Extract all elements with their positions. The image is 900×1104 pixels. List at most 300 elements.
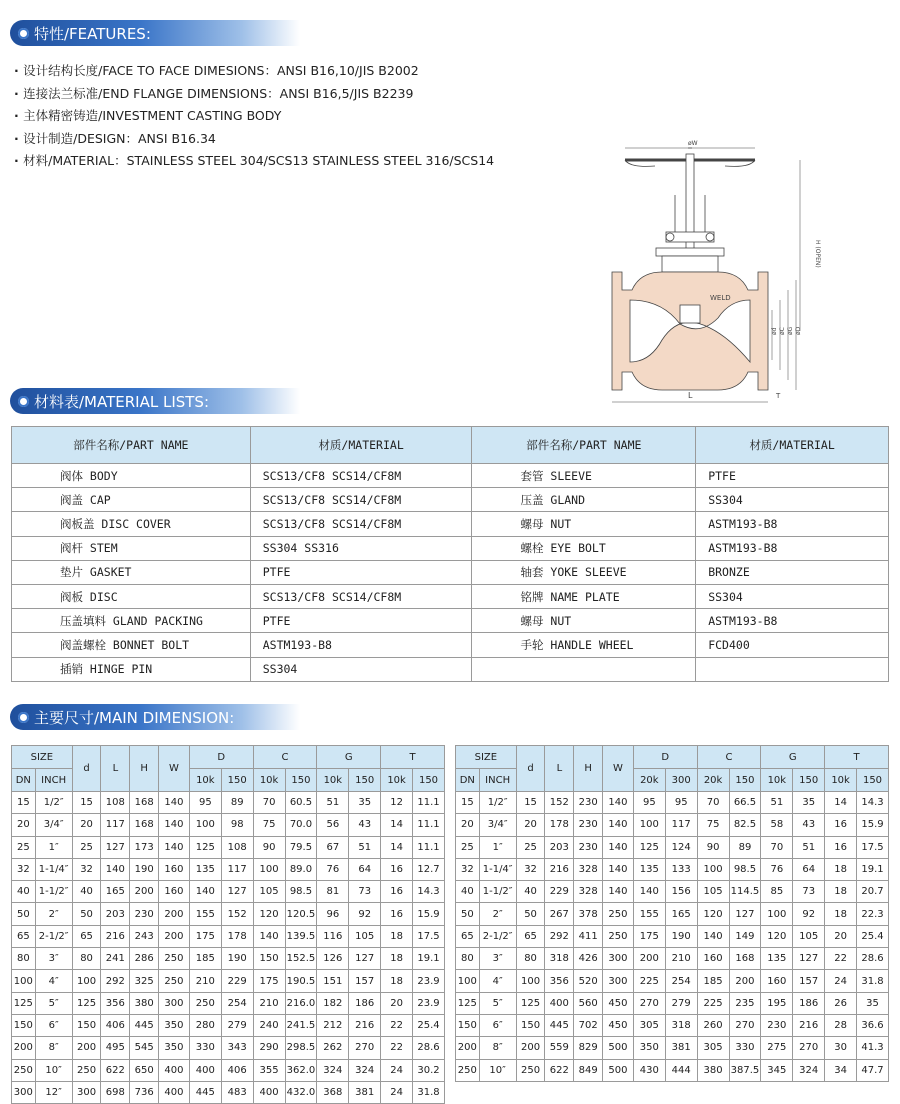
dimension-cell: 73 bbox=[793, 881, 825, 903]
dimension-cell: 520 bbox=[574, 970, 603, 992]
dimension-cell: 270 bbox=[793, 1037, 825, 1059]
dimension-cell: 400 bbox=[253, 1081, 285, 1103]
dimension-cell: 43 bbox=[793, 814, 825, 836]
dimension-cell: 200 bbox=[456, 1037, 480, 1059]
dimension-cell: 355 bbox=[253, 1059, 285, 1081]
dimension-cell: 387.5 bbox=[729, 1059, 761, 1081]
dimension-col-header: d bbox=[72, 746, 101, 792]
dimension-cell: 80 bbox=[456, 948, 480, 970]
dimension-cell: 150 bbox=[12, 1014, 36, 1036]
dimension-cell: 292 bbox=[101, 970, 130, 992]
dimension-cell: 65 bbox=[456, 925, 480, 947]
dimension-sub-header: 10k bbox=[761, 769, 793, 792]
dimension-cell: 2-1/2″ bbox=[479, 925, 516, 947]
dimension-cell: 76 bbox=[317, 858, 349, 880]
bullet-circle-icon bbox=[18, 28, 29, 39]
dimension-cell: 20.7 bbox=[857, 881, 889, 903]
dimension-cell: 40 bbox=[456, 881, 480, 903]
dimension-cell: 186 bbox=[793, 992, 825, 1014]
dimension-cell: 230 bbox=[130, 903, 159, 925]
label-w: øW bbox=[688, 140, 698, 147]
dimension-col-header: H bbox=[130, 746, 159, 792]
dimension-col-header: T bbox=[825, 746, 889, 769]
dimension-cell: 305 bbox=[633, 1014, 665, 1036]
dimension-col-header: L bbox=[545, 746, 574, 792]
dimension-sub-header: INCH bbox=[479, 769, 516, 792]
dimension-cell: 292 bbox=[545, 925, 574, 947]
material-cell: SCS13/CF8 SCS14/CF8M bbox=[250, 512, 472, 536]
dimension-cell: 426 bbox=[574, 948, 603, 970]
material-row bbox=[12, 536, 889, 560]
dimension-cell: 40 bbox=[516, 881, 545, 903]
dimension-cell: 25.4 bbox=[413, 1014, 445, 1036]
dimension-cell: 160 bbox=[159, 858, 190, 880]
dimension-cell: 495 bbox=[101, 1037, 130, 1059]
dimension-cell: 279 bbox=[221, 1014, 253, 1036]
dimension-cell: 58 bbox=[761, 814, 793, 836]
dimension-cell: 230 bbox=[574, 792, 603, 814]
dimension-cell: 450 bbox=[603, 1014, 634, 1036]
part-name-cell: 螺母 NUT bbox=[472, 609, 696, 633]
dimension-cell: 140 bbox=[159, 814, 190, 836]
dimension-cell: 262 bbox=[317, 1037, 349, 1059]
dimension-cell: 51 bbox=[793, 836, 825, 858]
dimension-cell: 16 bbox=[825, 814, 857, 836]
features-header-label: 特性/FEATURES: bbox=[34, 24, 151, 43]
dimension-header-label: 主要尺寸/MAIN DIMENSION: bbox=[34, 708, 235, 727]
dimension-cell: 120 bbox=[761, 925, 793, 947]
dimension-cell: 65 bbox=[516, 925, 545, 947]
dimension-cell: 380 bbox=[130, 992, 159, 1014]
dimension-cell: 51 bbox=[349, 836, 381, 858]
dimension-cell: 140 bbox=[603, 814, 634, 836]
material-cell: PTFE bbox=[250, 609, 472, 633]
dimension-row bbox=[12, 925, 445, 947]
dimension-row bbox=[456, 948, 889, 970]
dimension-cell: 28 bbox=[825, 1014, 857, 1036]
dimension-cell: 324 bbox=[317, 1059, 349, 1081]
dimension-cell: 400 bbox=[545, 992, 574, 1014]
material-row bbox=[12, 657, 889, 681]
dimension-cell: 190 bbox=[130, 858, 159, 880]
dimension-cell: 1/2″ bbox=[35, 792, 72, 814]
part-name-cell: 套管 SLEEVE bbox=[472, 464, 696, 488]
dimension-row bbox=[456, 792, 889, 814]
dimension-row bbox=[12, 881, 445, 903]
dimension-cell: 15.9 bbox=[857, 814, 889, 836]
dimension-cell: 328 bbox=[574, 881, 603, 903]
dimension-col-header: G bbox=[317, 746, 381, 769]
dimension-cell: 203 bbox=[101, 903, 130, 925]
dimension-cell: 1-1/4″ bbox=[479, 858, 516, 880]
dimension-cell: 28.6 bbox=[413, 1037, 445, 1059]
dimension-cell: 185 bbox=[189, 948, 221, 970]
feature-item: · 材料/MATERIAL：STAINLESS STEEL 304/SCS13 STAINLESS STEEL 316/SCS14 bbox=[14, 150, 494, 173]
dimension-cell: 350 bbox=[159, 1037, 190, 1059]
dimension-sub-header: 150 bbox=[349, 769, 381, 792]
dimension-cell: 200 bbox=[516, 1037, 545, 1059]
dimension-cell: 100 bbox=[761, 903, 793, 925]
material-cell: SCS13/CF8 SCS14/CF8M bbox=[250, 488, 472, 512]
dimension-col-header: W bbox=[159, 746, 190, 792]
material-row bbox=[12, 609, 889, 633]
dimension-cell: 140 bbox=[633, 881, 665, 903]
dimension-cell: 95 bbox=[665, 792, 697, 814]
dimension-cell: 6″ bbox=[35, 1014, 72, 1036]
dimension-cell: 67 bbox=[317, 836, 349, 858]
material-row bbox=[12, 488, 889, 512]
dimension-cell: 20 bbox=[381, 992, 413, 1014]
dimension-cell: 47.7 bbox=[857, 1059, 889, 1081]
dimension-cell: 105 bbox=[697, 881, 729, 903]
dimension-cell: 182 bbox=[317, 992, 349, 1014]
dimension-cell: 40 bbox=[72, 881, 101, 903]
dimension-cell: 157 bbox=[349, 970, 381, 992]
dimension-cell: 250 bbox=[72, 1059, 101, 1081]
dimension-cell: 15 bbox=[12, 792, 36, 814]
dimension-cell: 325 bbox=[130, 970, 159, 992]
dimension-cell: 65 bbox=[72, 925, 101, 947]
dimension-cell: 622 bbox=[101, 1059, 130, 1081]
part-name-cell: 插销 HINGE PIN bbox=[12, 657, 251, 681]
dimension-cell: 15 bbox=[456, 792, 480, 814]
dimension-cell: 175 bbox=[189, 925, 221, 947]
dimension-sub-header: DN bbox=[456, 769, 480, 792]
dimension-cell: 225 bbox=[633, 970, 665, 992]
dimension-cell: 324 bbox=[349, 1059, 381, 1081]
dimension-cell: 127 bbox=[221, 881, 253, 903]
col-material: 材质/MATERIAL bbox=[696, 427, 889, 464]
dimension-col-header: D bbox=[633, 746, 697, 769]
dimension-cell: 24 bbox=[381, 1059, 413, 1081]
dimension-col-header: H bbox=[574, 746, 603, 792]
dimension-cell: 126 bbox=[317, 948, 349, 970]
dimension-cell: 12 bbox=[381, 792, 413, 814]
dimension-cell: 230 bbox=[574, 814, 603, 836]
dimension-cell: 500 bbox=[603, 1059, 634, 1081]
dimension-table-right bbox=[455, 745, 889, 1082]
dimension-cell: 40 bbox=[12, 881, 36, 903]
dimension-cell: 178 bbox=[221, 925, 253, 947]
dimension-cell: 32 bbox=[12, 858, 36, 880]
dimension-cell: 140 bbox=[603, 858, 634, 880]
bullet-circle-icon bbox=[18, 396, 29, 407]
dimension-cell: 133 bbox=[665, 858, 697, 880]
dimension-cell: 250 bbox=[12, 1059, 36, 1081]
dimension-cell: 702 bbox=[574, 1014, 603, 1036]
dimension-cell: 3/4″ bbox=[479, 814, 516, 836]
dimension-cell: 32 bbox=[72, 858, 101, 880]
dimension-cell: 19.1 bbox=[413, 948, 445, 970]
part-name-cell: 铭牌 NAME PLATE bbox=[472, 584, 696, 608]
dimension-row bbox=[12, 1059, 445, 1081]
dimension-row bbox=[456, 925, 889, 947]
dimension-cell: 34 bbox=[825, 1059, 857, 1081]
dimension-cell: 250 bbox=[516, 1059, 545, 1081]
dimension-cell: 445 bbox=[189, 1081, 221, 1103]
dimension-cell: 432.0 bbox=[285, 1081, 317, 1103]
dimension-col-header: G bbox=[761, 746, 825, 769]
dimension-cell: 51 bbox=[317, 792, 349, 814]
dimension-cell: 50 bbox=[516, 903, 545, 925]
label-big-d: øD bbox=[795, 326, 802, 335]
dimension-cell: 151 bbox=[317, 970, 349, 992]
dimension-cell: 50 bbox=[72, 903, 101, 925]
dimension-row bbox=[456, 1059, 889, 1081]
dimension-cell: 14 bbox=[381, 814, 413, 836]
dimension-cell: 8″ bbox=[479, 1037, 516, 1059]
dimension-cell: 100 bbox=[516, 970, 545, 992]
dimension-cell: 95 bbox=[633, 792, 665, 814]
dimension-cell: 51 bbox=[761, 792, 793, 814]
feature-item: · 主体精密铸造/INVESTMENT CASTING BODY bbox=[14, 105, 494, 128]
dimension-cell: 75 bbox=[697, 814, 729, 836]
dimension-cell: 165 bbox=[665, 903, 697, 925]
dimension-cell: 300 bbox=[72, 1081, 101, 1103]
material-cell: SS304 bbox=[696, 584, 889, 608]
features-header bbox=[10, 20, 300, 46]
dimension-cell: 4″ bbox=[35, 970, 72, 992]
dimension-cell: 127 bbox=[729, 903, 761, 925]
dimension-row bbox=[456, 881, 889, 903]
dimension-cell: 230 bbox=[761, 1014, 793, 1036]
dimension-cell: 70 bbox=[761, 836, 793, 858]
dimension-cell: 10″ bbox=[479, 1059, 516, 1081]
dimension-cell: 1-1/2″ bbox=[479, 881, 516, 903]
dimension-cell: 100 bbox=[633, 814, 665, 836]
dimension-cell: 20 bbox=[12, 814, 36, 836]
dimension-cell: 100 bbox=[253, 858, 285, 880]
dimension-cell: 216 bbox=[101, 925, 130, 947]
material-cell: SS304 bbox=[250, 657, 472, 681]
dimension-cell: 200 bbox=[130, 881, 159, 903]
dimension-cell: 152 bbox=[221, 903, 253, 925]
dimension-sub-header: 10k bbox=[317, 769, 349, 792]
dimension-cell: 200 bbox=[159, 903, 190, 925]
dimension-cell: 81 bbox=[317, 881, 349, 903]
dimension-cell: 229 bbox=[545, 881, 574, 903]
dimension-col-header: L bbox=[101, 746, 130, 792]
label-weld: WELD bbox=[710, 294, 731, 302]
dimension-cell: 25 bbox=[72, 836, 101, 858]
dimension-cell: 64 bbox=[349, 858, 381, 880]
dimension-cell: 127 bbox=[101, 836, 130, 858]
dimension-cell: 26 bbox=[825, 992, 857, 1014]
material-cell: SS304 SS316 bbox=[250, 536, 472, 560]
dimension-cell: 736 bbox=[130, 1081, 159, 1103]
dimension-cell: 18 bbox=[381, 970, 413, 992]
dimension-cell: 155 bbox=[189, 903, 221, 925]
label-l: L bbox=[688, 391, 693, 400]
dimension-cell: 150 bbox=[72, 1014, 101, 1036]
material-row bbox=[12, 584, 889, 608]
dimension-cell: 200 bbox=[12, 1037, 36, 1059]
dimension-row bbox=[456, 992, 889, 1014]
feature-item: · 设计制造/DESIGN：ANSI B16.34 bbox=[14, 128, 494, 151]
dimension-cell: 15.9 bbox=[413, 903, 445, 925]
dimension-cell: 89 bbox=[729, 836, 761, 858]
dimension-cell: 152 bbox=[545, 792, 574, 814]
dimension-cell: 120 bbox=[253, 903, 285, 925]
material-cell: PTFE bbox=[250, 560, 472, 584]
dimension-cell: 235 bbox=[729, 992, 761, 1014]
dimension-cell: 175 bbox=[253, 970, 285, 992]
dimension-cell: 445 bbox=[545, 1014, 574, 1036]
dimension-cell: 80 bbox=[12, 948, 36, 970]
dimension-cell: 125 bbox=[516, 992, 545, 1014]
dimension-cell: 250 bbox=[456, 1059, 480, 1081]
dimension-cell: 25 bbox=[516, 836, 545, 858]
material-cell bbox=[696, 657, 889, 681]
dimension-sub-header: 150 bbox=[729, 769, 761, 792]
dimension-cell: 124 bbox=[665, 836, 697, 858]
dimension-cell: 125 bbox=[633, 836, 665, 858]
part-name-cell: 螺栓 EYE BOLT bbox=[472, 536, 696, 560]
dimension-cell: 25.4 bbox=[857, 925, 889, 947]
dimension-cell: 430 bbox=[633, 1059, 665, 1081]
dimension-col-header: D bbox=[189, 746, 253, 769]
dimension-cell: 200 bbox=[729, 970, 761, 992]
dimension-cell: 98.5 bbox=[285, 881, 317, 903]
dimension-cell: 14 bbox=[825, 792, 857, 814]
dimension-cell: 125 bbox=[456, 992, 480, 1014]
dimension-cell: 10″ bbox=[35, 1059, 72, 1081]
dimension-cell: 305 bbox=[697, 1037, 729, 1059]
part-name-cell bbox=[472, 657, 696, 681]
dimension-sub-header: DN bbox=[12, 769, 36, 792]
dimension-cell: 300 bbox=[603, 948, 634, 970]
label-d: ød bbox=[771, 327, 778, 335]
dimension-cell: 108 bbox=[221, 836, 253, 858]
dimension-cell: 3/4″ bbox=[35, 814, 72, 836]
dimension-cell: 139.5 bbox=[285, 925, 317, 947]
dimension-cell: 22 bbox=[381, 1014, 413, 1036]
dimension-cell: 2″ bbox=[479, 903, 516, 925]
dimension-cell: 362.0 bbox=[285, 1059, 317, 1081]
dimension-cell: 200 bbox=[159, 925, 190, 947]
dimension-cell: 254 bbox=[665, 970, 697, 992]
dimension-cell: 16 bbox=[381, 858, 413, 880]
dimension-cell: 330 bbox=[189, 1037, 221, 1059]
part-name-cell: 压盖 GLAND bbox=[472, 488, 696, 512]
material-cell: FCD400 bbox=[696, 633, 889, 657]
part-name-cell: 阀盖螺栓 BONNET BOLT bbox=[12, 633, 251, 657]
dimension-cell: 243 bbox=[130, 925, 159, 947]
dimension-cell: 85 bbox=[761, 881, 793, 903]
dimension-col-header: W bbox=[603, 746, 634, 792]
col-part-name: 部件名称/PART NAME bbox=[12, 427, 251, 464]
dimension-cell: 300 bbox=[159, 992, 190, 1014]
dimension-cell: 381 bbox=[349, 1081, 381, 1103]
material-cell: SS304 bbox=[696, 488, 889, 512]
dimension-col-header: C bbox=[697, 746, 761, 769]
dimension-cell: 650 bbox=[130, 1059, 159, 1081]
dimension-cell: 82.5 bbox=[729, 814, 761, 836]
dimension-cell: 381 bbox=[665, 1037, 697, 1059]
dimension-cell: 73 bbox=[349, 881, 381, 903]
dimension-cell: 300 bbox=[603, 970, 634, 992]
dimension-cell: 35 bbox=[857, 992, 889, 1014]
dimension-cell: 356 bbox=[545, 970, 574, 992]
dimension-cell: 380 bbox=[697, 1059, 729, 1081]
dimension-cell: 127 bbox=[349, 948, 381, 970]
dimension-sub-header: 10k bbox=[189, 769, 221, 792]
dimension-cell: 18 bbox=[381, 948, 413, 970]
bullet-circle-icon bbox=[18, 712, 29, 723]
dimension-cell: 450 bbox=[603, 992, 634, 1014]
dimension-cell: 140 bbox=[603, 792, 634, 814]
dimension-cell: 22 bbox=[825, 948, 857, 970]
part-name-cell: 垫片 GASKET bbox=[12, 560, 251, 584]
dimension-cell: 105 bbox=[793, 925, 825, 947]
dimension-cell: 50 bbox=[12, 903, 36, 925]
dimension-cell: 350 bbox=[633, 1037, 665, 1059]
dimension-row bbox=[12, 1081, 445, 1103]
dimension-cell: 210 bbox=[665, 948, 697, 970]
dimension-cell: 400 bbox=[189, 1059, 221, 1081]
dimension-header-row bbox=[456, 746, 889, 769]
dimension-cell: 12.7 bbox=[413, 858, 445, 880]
part-name-cell: 手轮 HANDLE WHEEL bbox=[472, 633, 696, 657]
dimension-cell: 444 bbox=[665, 1059, 697, 1081]
dimension-cell: 622 bbox=[545, 1059, 574, 1081]
label-h: H (OPEN) bbox=[814, 240, 821, 268]
dimension-cell: 698 bbox=[101, 1081, 130, 1103]
dimension-cell: 11.1 bbox=[413, 792, 445, 814]
dimension-cell: 328 bbox=[574, 858, 603, 880]
dimension-sub-header: 10k bbox=[253, 769, 285, 792]
dimension-cell: 559 bbox=[545, 1037, 574, 1059]
dimension-cell: 18 bbox=[825, 881, 857, 903]
dimension-cell: 254 bbox=[221, 992, 253, 1014]
dimension-cell: 14.3 bbox=[413, 881, 445, 903]
dimension-row bbox=[456, 903, 889, 925]
dimension-cell: 125 bbox=[72, 992, 101, 1014]
dimension-cell: 135 bbox=[633, 858, 665, 880]
dimension-cell: 70 bbox=[697, 792, 729, 814]
dimension-cell: 210 bbox=[253, 992, 285, 1014]
dimension-col-header: SIZE bbox=[12, 746, 73, 769]
material-cell: ASTM193-B8 bbox=[696, 536, 889, 560]
dimension-cell: 3″ bbox=[479, 948, 516, 970]
dimension-cell: 2-1/2″ bbox=[35, 925, 72, 947]
dimension-cell: 168 bbox=[130, 814, 159, 836]
dimension-cell: 76 bbox=[761, 858, 793, 880]
dimension-row bbox=[12, 992, 445, 1014]
dimension-cell: 17.5 bbox=[413, 925, 445, 947]
dimension-cell: 318 bbox=[545, 948, 574, 970]
dimension-cell: 168 bbox=[130, 792, 159, 814]
dimension-row bbox=[456, 1037, 889, 1059]
dimension-cell: 240 bbox=[253, 1014, 285, 1036]
dimension-cell: 120 bbox=[697, 903, 729, 925]
dimension-cell: 156 bbox=[665, 881, 697, 903]
dimension-sub-header: 150 bbox=[857, 769, 889, 792]
dimension-row bbox=[12, 836, 445, 858]
dimension-row bbox=[12, 948, 445, 970]
part-name-cell: 阀体 BODY bbox=[12, 464, 251, 488]
material-row bbox=[12, 464, 889, 488]
dimension-cell: 545 bbox=[130, 1037, 159, 1059]
dimension-cell: 18 bbox=[825, 903, 857, 925]
dimension-col-header: T bbox=[381, 746, 445, 769]
dimension-cell: 290 bbox=[253, 1037, 285, 1059]
dimension-cell: 216.0 bbox=[285, 992, 317, 1014]
dimension-cell: 149 bbox=[729, 925, 761, 947]
dimension-cell: 22.3 bbox=[857, 903, 889, 925]
dimension-cell: 100 bbox=[12, 970, 36, 992]
dimension-cell: 168 bbox=[729, 948, 761, 970]
